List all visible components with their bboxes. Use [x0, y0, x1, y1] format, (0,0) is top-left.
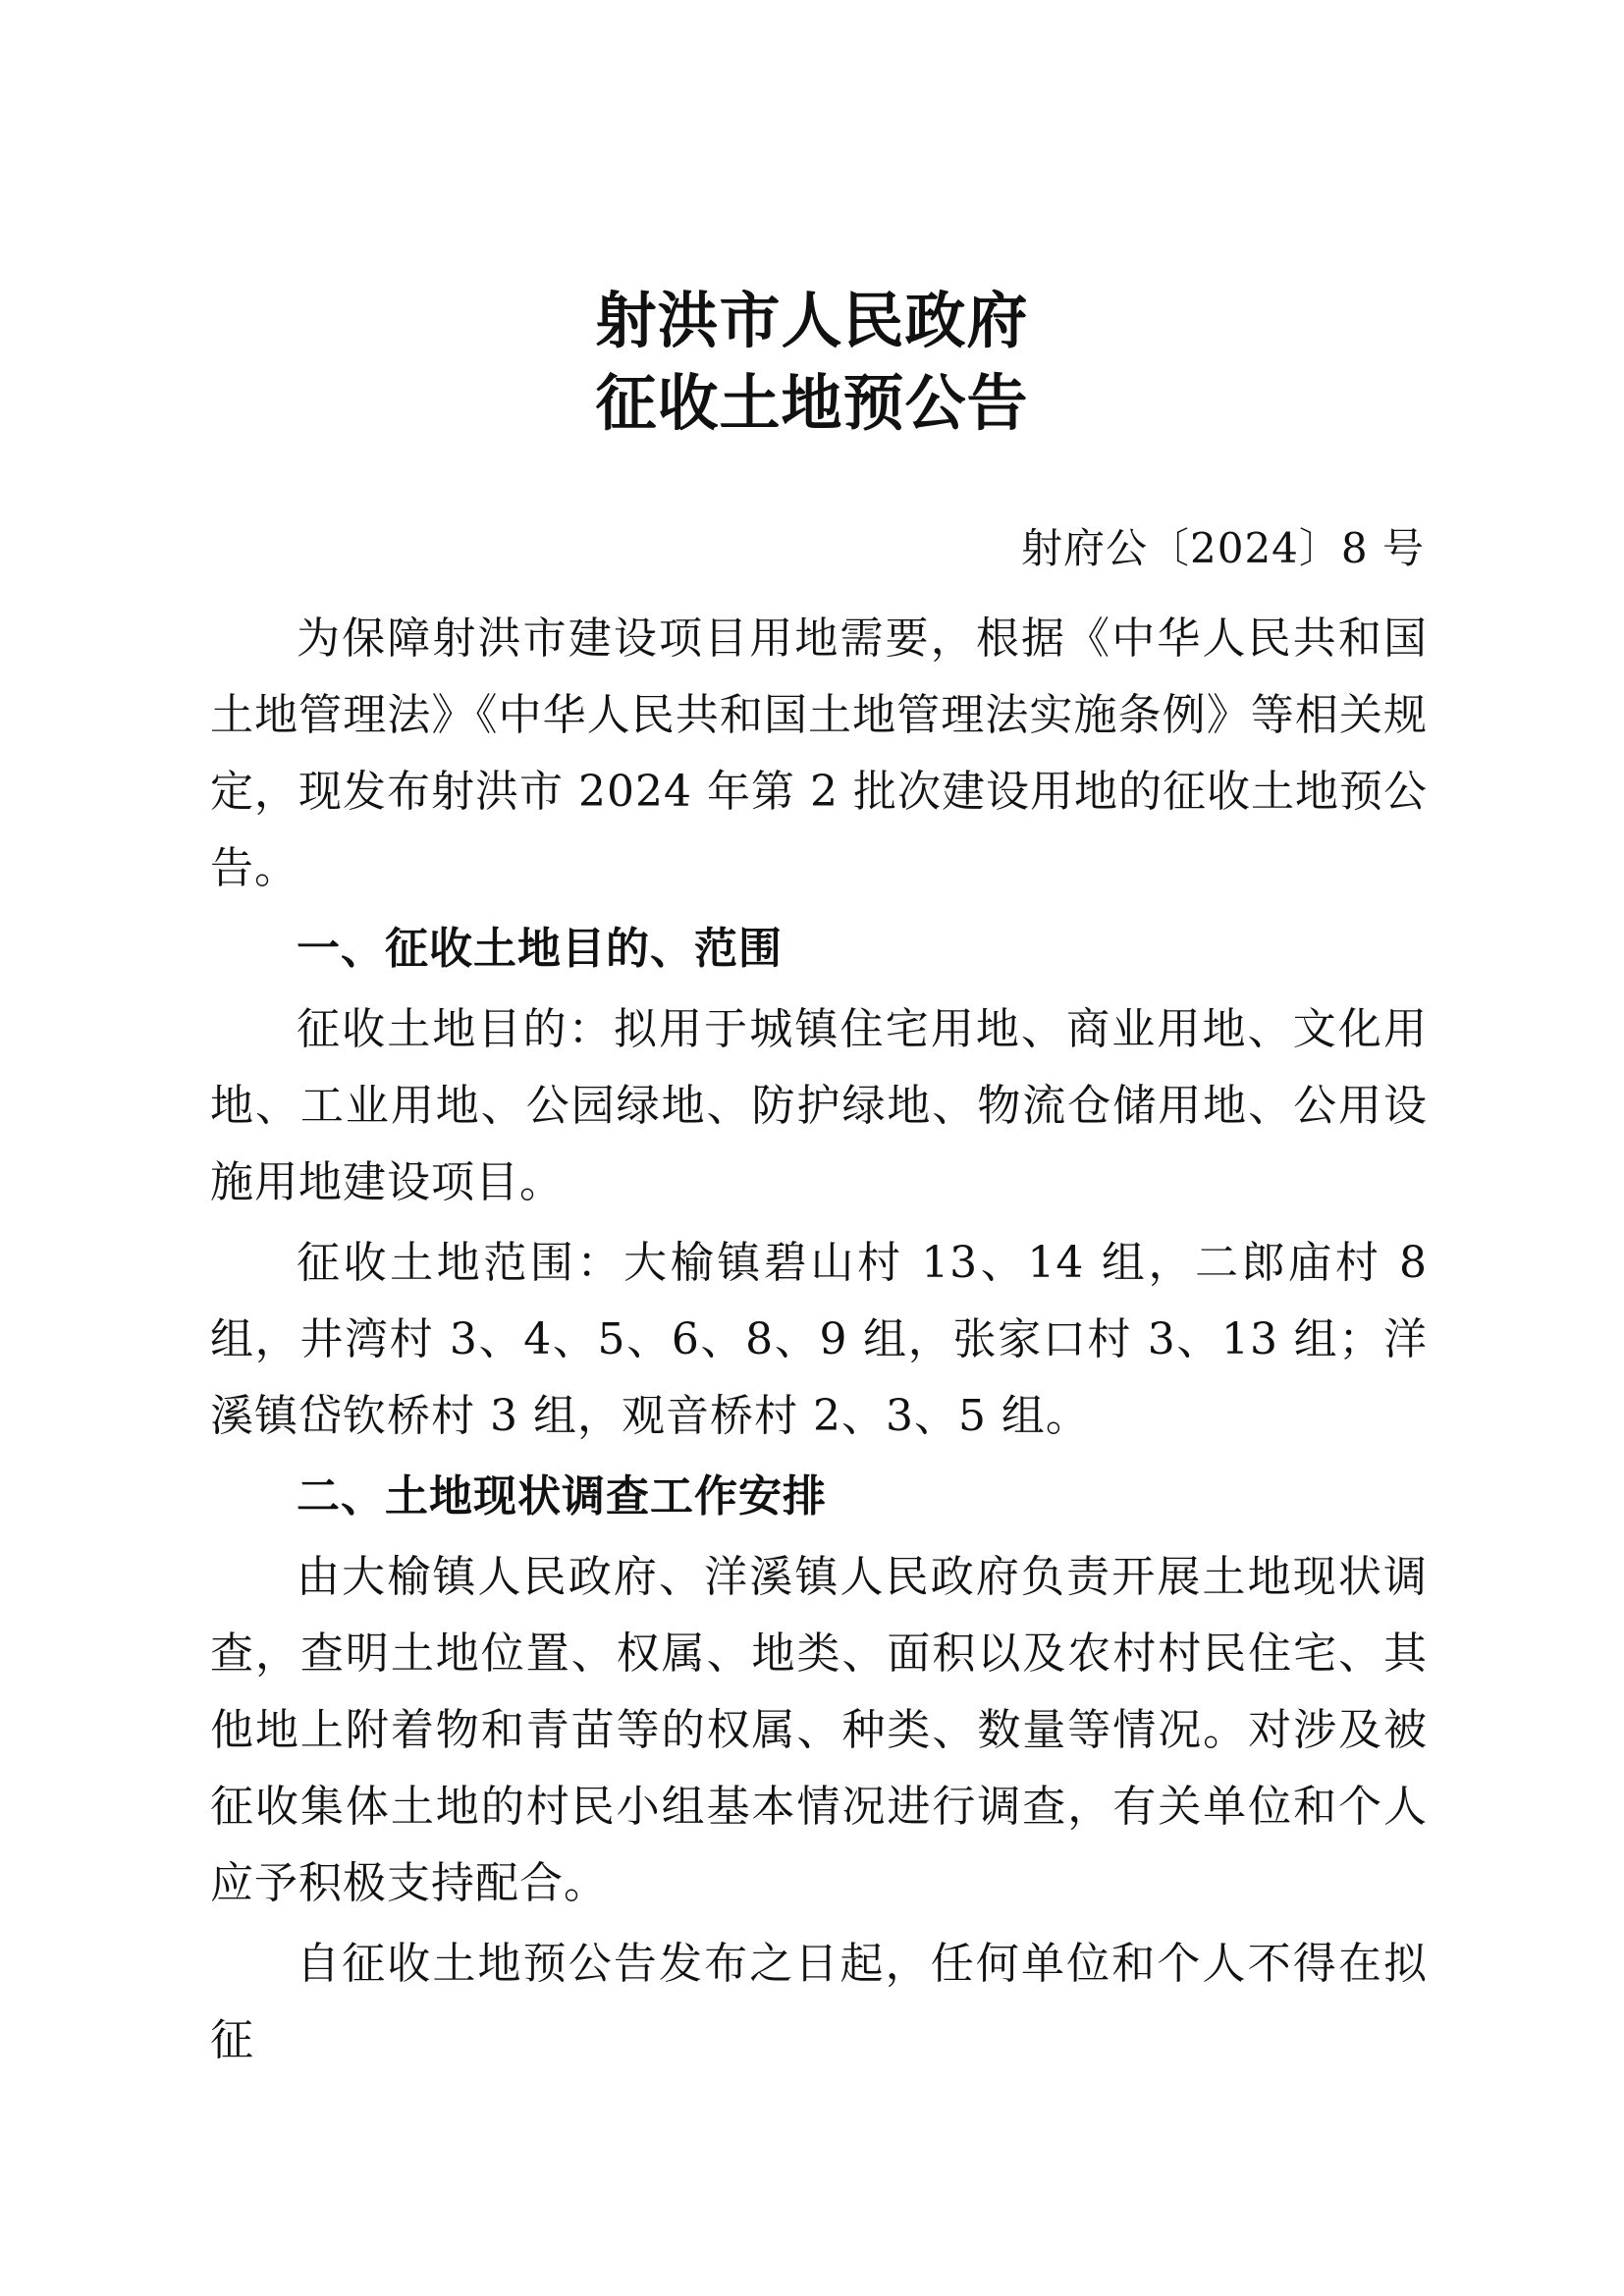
restriction-paragraph: 自征收土地预公告发布之日起，任何单位和个人不得在拟征 [210, 1939, 1428, 2065]
document-title-line1: 射洪市人民政府 [595, 285, 1029, 356]
section-heading-purpose-scope: 一、征收土地目的、范围 [297, 924, 783, 974]
intro-paragraph: 为保障射洪市建设项目用地需要，根据《中华人民共和国土地管理法》《中华人民共和国土地管理法实施条例》等相关规定，现发布射洪市 2024 年第 2 批次建设用地的征收土地预公告。 [210, 614, 1428, 893]
survey-paragraph: 由大榆镇人民政府、洋溪镇人民政府负责开展土地现状调查，查明土地位置、权属、地类、面积以及农村村民住宅、其他地上附着物和青苗等的权属、种类、数量等情况。对涉及被征收集体土地的村民小组基本情况进行调查，有关单位和个人应予积极支持配合。 [210, 1552, 1428, 1908]
document-body [210, 601, 1428, 2083]
purpose-paragraph: 征收土地目的：拟用于城镇住宅用地、商业用地、文化用地、工业用地、公园绿地、防护绿地、物流仓储用地、公用设施用地建设项目。 [210, 1004, 1428, 1207]
document-title-line2: 征收土地预公告 [595, 367, 1029, 439]
scope-paragraph: 征收土地范围：大榆镇碧山村 13、14 组，二郎庙村 8 组，井湾村 3、4、5、6、8、9 组，张家口村 3、13 组；洋溪镇岱钦桥村 3 组，观音桥村 2、3、5 组。 [210, 1238, 1428, 1441]
document-number: 射府公〔2024〕8 号 [1021, 524, 1425, 572]
section-heading-survey-arrangement: 二、土地现状调查工作安排 [297, 1471, 827, 1522]
